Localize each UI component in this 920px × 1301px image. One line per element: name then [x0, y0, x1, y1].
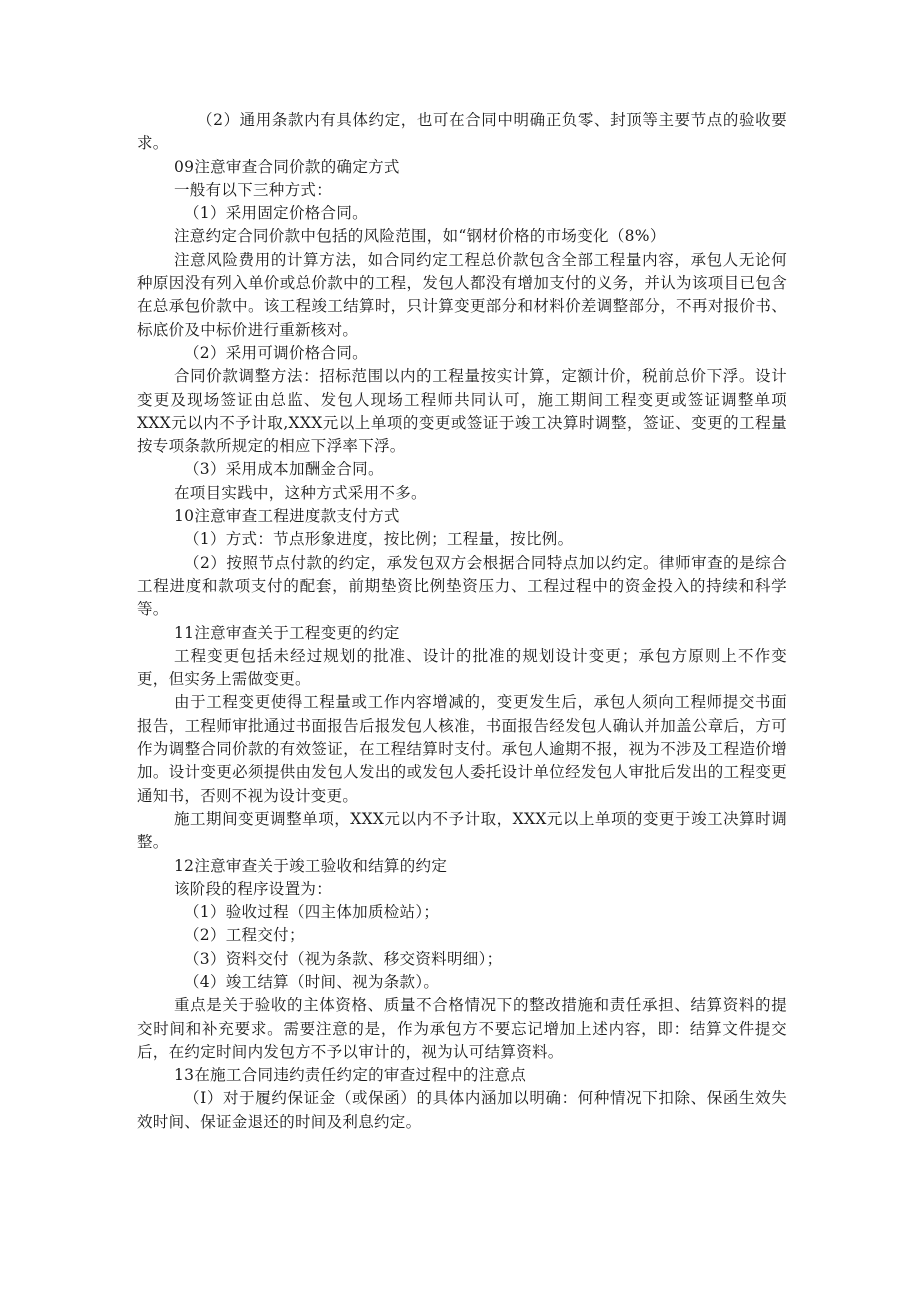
paragraph-risk-scope: 注意约定合同价款中包括的风险范围，如“钢材价格的市场变化（8%） — [174, 227, 666, 246]
list-item-document-delivery: （3）资料交付（视为条款、移交资料明细）； — [184, 949, 503, 968]
list-item-fixed-price: （1）采用固定价格合同。 — [184, 204, 368, 223]
list-item-adjustable-price: （2）采用可调价格合同。 — [184, 343, 368, 362]
paragraph-practice-note: 在项目实践中，这种方式采用不多。 — [174, 483, 427, 502]
paragraph-stage-procedure: 该阶段的程序设置为： — [174, 879, 333, 898]
list-item-cost-plus: （3）采用成本加酬金合同。 — [184, 460, 384, 479]
heading-13-breach-liability: 13在施工合同违约责任约定的审查过程中的注意点 — [174, 1066, 527, 1085]
paragraph-acceptance-requirements: （2）通用条款内有具体约定，也可在合同中明确正负零、封顶等主要节点的验收要求。 — [137, 111, 787, 153]
list-item-acceptance-process: （1）验收过程（四主体加质检站）； — [184, 903, 440, 922]
paragraph-change-threshold: 施工期间变更调整单项，XXX元以内不予计取，XXX元以上单项的变更于竣工决算时调整。 — [137, 809, 787, 852]
list-item-performance-bond: （I）对于履约保证金（或保函）的具体内涵加以明确：何种情况下扣除、保函生效失效时间、保证金退还的时间及利息约定。 — [137, 1089, 787, 1131]
heading-10-progress-payment: 10注意审查工程进度款支付方式 — [174, 507, 400, 526]
list-item-payment-method: （1）方式：节点形象进度，按比例；工程量，按比例。 — [184, 530, 574, 549]
heading-12-acceptance-settlement: 12注意审查关于竣工验收和结算的约定 — [174, 856, 448, 875]
paragraph-price-adjustment: 合同价款调整方法：招标范围以内的工程量按实计算，定额计价，税前总价下浮。设计变更及现场签证由总监、发包人现场工程师共同认可，施工期间工程变更或签证调整单项XXX元以内不予计取,XXX元以上单项的变更或签证于竣工决算时调整，签证、变更的工程量按专项条款所规定的相应下浮率下浮。 — [137, 367, 787, 456]
document-body — [137, 109, 787, 1134]
paragraph-key-points: 重点是关于验收的主体资格、质量不合格情况下的整改措施和责任承担、结算资料的提交时间和补充要求。需要注意的是，作为承包方不要忘记增加上述内容，即：结算文件提交后，在约定时间内发包方不予以审计的，视为认可结算资料。 — [137, 996, 787, 1061]
heading-11-change: 11注意审查关于工程变更的约定 — [174, 623, 400, 642]
paragraph-risk-cost-method: 注意风险费用的计算方法，如合同约定工程总价款包含全部工程量内容，承包人无论何种原因没有列入单价或总价款中的工程，发包人都没有增加支付的义务，并认为该项目已包含在总承包价款中。该工程竣工结算时，只计算变更部分和材料价差调整部分，不再对报价书、标底价及中标价进行重新核对。 — [137, 250, 787, 339]
list-item-node-payment: （2）按照节点付款的约定，承发包双方会根据合同特点加以约定。律师审查的是综合工程进度和款项支付的配套，前期垫资比例垫资压力、工程过程中的资金投入的持续和科学等。 — [137, 553, 787, 619]
list-item-handover: （2）工程交付； — [184, 926, 305, 945]
paragraph-change-scope: 工程变更包括未经过规划的批准、设计的批准的规划设计变更；承包方原则上不作变更，但实务上需做变更。 — [137, 646, 787, 689]
paragraph-change-procedure: 由于工程变更使得工程量或工作内容增减的，变更发生后，承包人须向工程师提交书面报告，工程师审批通过书面报告后报发包人核准，书面报告经发包人确认并加盖公章后，方可作为调整合同价款的有效签证，在工程结算时支付。承包人逾期不报，视为不涉及工程造价增加。设计变更必须提供由发包人发出的或发包人委托设计单位经发包人审批后发出的工程变更通知书，否则不视为设计变更。 — [137, 693, 787, 805]
list-item-final-settlement: （4）竣工结算（时间、视为条款）。 — [184, 972, 440, 991]
heading-09-contract-price: 09注意审查合同价款的确定方式 — [174, 157, 400, 176]
paragraph-three-methods: 一般有以下三种方式： — [174, 180, 333, 199]
